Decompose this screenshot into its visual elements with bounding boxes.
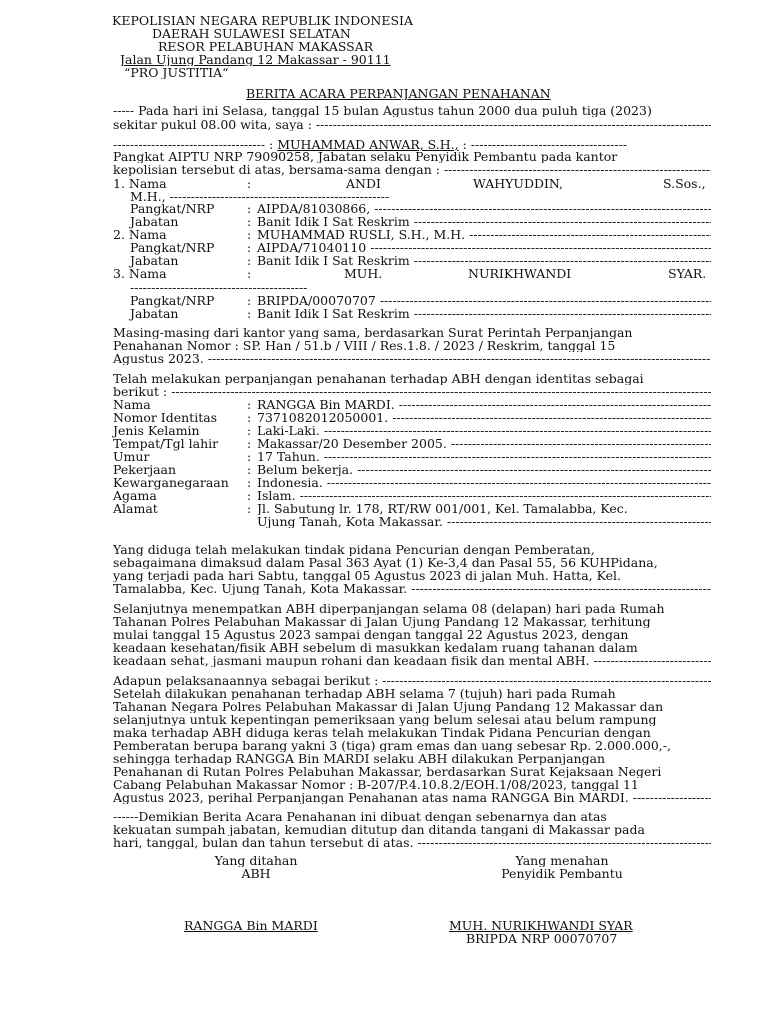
officer3-name-c: SYAR. — [668, 266, 707, 281]
officer2-name-text: MUHAMMAD RUSLI, S.H., M.H. ----- — [257, 228, 711, 241]
colon: : — [247, 227, 252, 242]
identity-value-text: Islam. ----- — [257, 489, 711, 502]
officer1-pangkat-text: AIPDA/81030866, ----- — [257, 202, 711, 215]
placement-line: keadaan kesehatan/fisik ABH sebelum di masukkan kedalam ruang tahanan dalam — [113, 641, 638, 654]
header-motto: “PRO JUSTITIA“ — [124, 66, 229, 79]
officer1-pangkat-label: Pangkat/NRP — [130, 201, 215, 216]
identity-value — [257, 437, 711, 450]
officer2-label: 2. Nama — [113, 227, 167, 242]
identity-label: Jenis Kelamin — [113, 423, 200, 438]
identity-value — [257, 450, 711, 463]
officer3-jabatan-text: Banit Idik I Sat Reskrim ----- — [257, 307, 711, 320]
identity-label: Pekerjaan — [113, 462, 177, 477]
left-signature-role2: ABH — [241, 867, 271, 880]
crime-line: yang terjadi pada hari Sabtu, tanggal 05 Agustus 2023 di jalan Muh. Hatta, Kel. — [113, 569, 621, 582]
identity-value-text: Indonesia. ----- — [257, 476, 711, 489]
identity-label: Tempat/Tgl lahir — [113, 436, 219, 451]
header-line2: DAERAH SULAWESI SELATAN — [152, 27, 351, 40]
colon: : — [247, 293, 252, 308]
identity-label: Agama — [113, 488, 157, 503]
identity-intro-line1: Telah melakukan perpanjangan penahanan terhadap ABH dengan identitas sebagai — [113, 372, 644, 385]
identity-label: Alamat — [113, 501, 158, 516]
identity-value-text: Laki-Laki. ----- — [257, 424, 711, 437]
identity-intro-line2-text: berikut : ----- — [113, 385, 711, 398]
header-line1: KEPOLISIAN NEGARA REPUBLIK INDONESIA — [112, 14, 414, 27]
identity-value — [257, 411, 711, 424]
left-signatory-name: RANGGA Bin MARDI — [184, 919, 318, 932]
identity-value — [257, 463, 711, 476]
officer1-jabatan — [257, 215, 711, 228]
identity-label: Nama — [113, 397, 151, 412]
placement-line — [113, 654, 711, 667]
officer3-label: 3. Nama — [113, 266, 167, 281]
crime-line-text: Tamalabba, Kec. Ujung Tanah, Kota Makassar. ----- — [113, 582, 711, 595]
execution-line: Tahanan Negara Polres Pelabuhan Makassar di Jalan Ujung Pandang 12 Makassar dan — [113, 700, 664, 713]
execution-line: Penahanan di Rutan Polres Pelabuhan Makassar, berdasarkan Surat Kejaksaan Negeri — [113, 765, 662, 778]
closing-line: kekuatan sumpah jabatan, kemudian ditutup dan ditanda tangani di Makassar pada — [113, 823, 645, 836]
crime-line: sebagaimana dimaksud dalam Pasal 363 Ayat (1) Ke-3,4 dan Pasal 55, 56 KUHPidana, — [113, 556, 658, 569]
placement-line: Selanjutnya menempatkan ABH diperpanjangan selama 08 (delapan) hari pada Rumah — [113, 602, 665, 615]
officer1-jabatan-label: Jabatan — [130, 214, 179, 229]
identity-value-text: 7371082012050001. ----- — [257, 411, 711, 424]
colon: : — [247, 501, 252, 516]
placement-line: mulai tanggal 15 Agustus 2023 sampai dengan tanggal 22 Agustus 2023, dengan — [113, 628, 629, 641]
execution-line: sehingga terhadap RANGGA Bin MARDI selaku ABH dilakukan Perpanjangan — [113, 752, 606, 765]
identity-value — [257, 489, 711, 502]
identity-value-text: RANGGA Bin MARDI. ----- — [257, 398, 711, 411]
colon: : — [247, 240, 252, 255]
closing-line-text: hari, tanggal, bulan dan tahun tersebut di atas. ----- — [113, 836, 711, 849]
identity-value-text: Belum bekerja. ----- — [257, 463, 711, 476]
execution-line: Cabang Pelabuhan Makassar Nomor : B-207/P.4.10.8.2/EOH.1/08/2023, tanggal 11 — [113, 778, 639, 791]
officer1-name-b: WAHYUDDIN, — [473, 176, 564, 191]
right-signature-role1: Yang menahan — [515, 854, 609, 867]
identity-label: Umur — [113, 449, 150, 464]
warrant-line3 — [113, 352, 711, 365]
identity-value — [257, 398, 711, 411]
officer3-jabatan — [257, 307, 711, 320]
officer3-name-a: MUH. — [344, 266, 383, 281]
colon: : — [247, 176, 252, 191]
officer3-pangkat-text: BRIPDA/00070707 ----- — [257, 294, 711, 307]
identity-value — [257, 424, 711, 437]
header-address: Jalan Ujung Pandang 12 Makassar - 90111 — [120, 53, 391, 66]
colon: : — [247, 410, 252, 425]
officer2-pangkat-label: Pangkat/NRP — [130, 240, 215, 255]
identity-value-text: 17 Tahun. ----- — [257, 450, 711, 463]
crime-line — [113, 582, 711, 595]
colon: : — [247, 214, 252, 229]
identity-label: Nomor Identitas — [113, 410, 218, 425]
closing-line: ------Demikian Berita Acara Penahanan ini dibuat dengan sebenarnya dan atas — [113, 810, 607, 823]
officer2-jabatan-label: Jabatan — [130, 253, 179, 268]
right-signature-role2: Penyidik Pembantu — [501, 867, 623, 880]
officer3-name-dashes: ------------------------------------------ — [130, 281, 308, 294]
colon: : — [247, 253, 252, 268]
officer3-name-b: NURIKHWANDI — [468, 266, 572, 281]
colon: : — [247, 462, 252, 477]
officer2-jabatan-text: Banit Idik I Sat Reskrim ----- — [257, 254, 711, 267]
closing-line — [113, 836, 711, 849]
officer2-name — [257, 228, 711, 241]
officer2-pangkat-text: AIPDA/71040110 ----- — [257, 241, 711, 254]
colon: : — [247, 397, 252, 412]
officer1-jabatan-text: Banit Idik I Sat Reskrim ----- — [257, 215, 711, 228]
identity-value-cont-text: Ujung Tanah, Kota Makassar. ----- — [257, 515, 711, 528]
colon: : — [247, 423, 252, 438]
officer2-pangkat — [257, 241, 711, 254]
identity-value-cont — [257, 515, 711, 528]
execution-line: maka terhadap ABH diduga keras telah melakukan Tindak Pidana Pencurian dengan — [113, 726, 651, 739]
identity-value — [257, 476, 711, 489]
document-title: BERITA ACARA PERPANJANGAN PENAHANAN — [246, 87, 551, 100]
intro-line5-text: kepolisian tersebut di atas, bersama-sama dengan : ----- — [113, 163, 711, 176]
officer-name-line: ------------------------------------ : MUHAMMAD ANWAR, S.H., : ------------------------------------- — [113, 138, 628, 151]
colon: : — [247, 488, 252, 503]
identity-intro-line2 — [113, 385, 711, 398]
identity-label: Kewarganegaraan — [113, 475, 229, 490]
colon: : — [247, 449, 252, 464]
intro-line4: Pangkat AIPTU NRP 79090258, Jabatan selaku Penyidik Pembantu pada kantor — [113, 150, 618, 163]
placement-line: Tahanan Polres Pelabuhan Makassar di Jalan Ujung Pandang 12 Makassar, terhitung — [113, 615, 651, 628]
execution-line-text: Adapun pelaksanaannya sebagai berikut : ----- — [113, 674, 711, 687]
officer1-name-c: S.Sos., — [663, 176, 706, 191]
officer1-name-cont-text: M.H., ----- — [130, 190, 390, 203]
right-signatory-nrp: BRIPDA NRP 00070707 — [466, 932, 618, 945]
colon: : — [247, 201, 252, 216]
colon: : — [247, 436, 252, 451]
warrant-line3-text: Agustus 2023. ----- — [113, 352, 711, 365]
intro-line2-text: sekitar pukul 08.00 wita, saya : ----- — [113, 118, 711, 131]
intro-line5 — [113, 163, 711, 176]
officer-name: MUHAMMAD ANWAR, S.H., — [277, 138, 459, 151]
colon: : — [247, 266, 252, 281]
intro-line1: ----- Pada hari ini Selasa, tanggal 15 bulan Agustus tahun 2000 dua puluh tiga (2023) — [113, 104, 652, 117]
execution-line: Setelah dilakukan penahanan terhadap ABH selama 7 (tujuh) hari pada Rumah — [113, 687, 616, 700]
left-signature-role1: Yang ditahan — [214, 854, 298, 867]
intro-line2 — [113, 118, 711, 131]
execution-line-text: Agustus 2023, perihal Perpanjangan Penahanan atas nama RANGGA Bin MARDI. ----- — [113, 791, 711, 804]
execution-line: Pemberatan berupa barang yakni 3 (tiga) gram emas dan uang sebesar Rp. 2.000.000,-, — [113, 739, 671, 752]
warrant-line2: Penahanan Nomor : SP. Han / 51.b / VIII / Res.1.8. / 2023 / Reskrim, tanggal 15 — [113, 339, 616, 352]
placement-line-text: keadaan sehat, jasmani maupun rohani dan keadaan fisik dan mental ABH. ----- — [113, 654, 711, 667]
right-signatory-name: MUH. NURIKHWANDI SYAR — [449, 919, 633, 932]
officer3-pangkat — [257, 294, 711, 307]
colon: : — [247, 475, 252, 490]
warrant-line1: Masing-masing dari kantor yang sama, berdasarkan Surat Perintah Perpanjangan — [113, 326, 633, 339]
execution-line: selanjutnya untuk kepentingan pemeriksaan yang belum selesai atau belum rampung — [113, 713, 657, 726]
identity-value: Jl. Sabutung lr. 178, RT/RW 001/001, Kel. Tamalabba, Kec. — [257, 502, 628, 515]
officer1-pangkat — [257, 202, 711, 215]
officer3-pangkat-label: Pangkat/NRP — [130, 293, 215, 308]
officer3-jabatan-label: Jabatan — [130, 306, 179, 321]
officer1-label: 1. Nama — [113, 176, 167, 191]
colon: : — [247, 306, 252, 321]
identity-value-text: Makassar/20 Desember 2005. ----- — [257, 437, 711, 450]
officer1-name-a: ANDI — [346, 176, 381, 191]
crime-line: Yang diduga telah melakukan tindak pidana Pencurian dengan Pemberatan, — [113, 543, 595, 556]
execution-line — [113, 674, 711, 687]
execution-line — [113, 791, 711, 804]
header-line3: RESOR PELABUHAN MAKASSAR — [158, 40, 374, 53]
